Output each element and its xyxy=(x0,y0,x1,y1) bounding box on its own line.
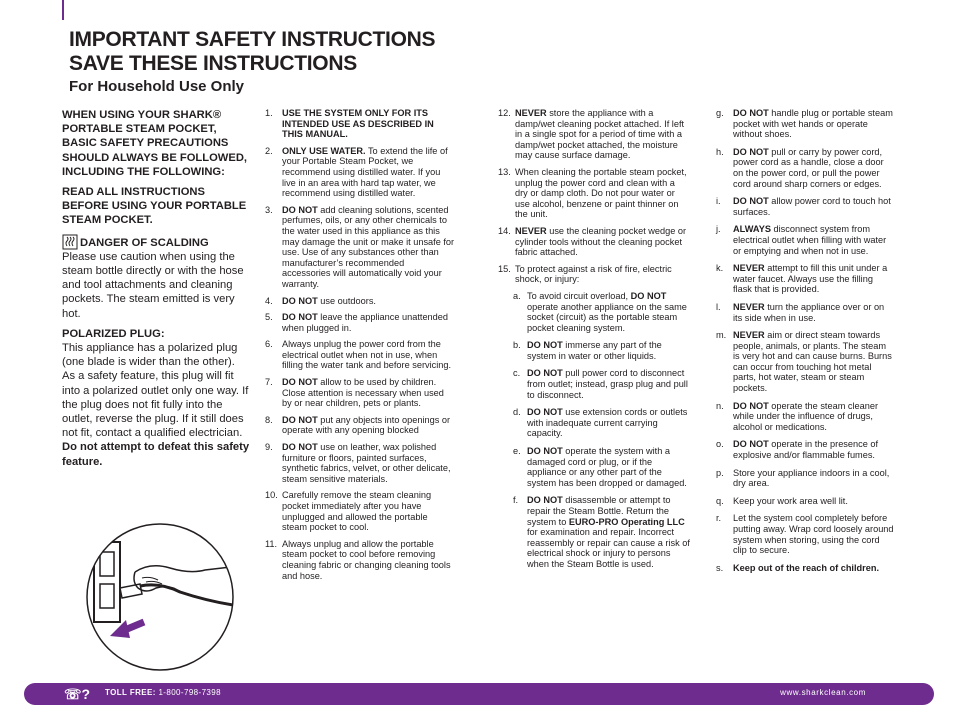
item-body: attempt to fill this unit under a water faucet. Always use the filling flask that is provided. xyxy=(733,263,888,295)
instructions-column-1 xyxy=(265,108,455,587)
item-number: 8. xyxy=(265,414,273,425)
toll-free-label: TOLL FREE: xyxy=(105,688,156,697)
item-body: add cleaning solutions, scented perfumes, oils, or any other chemicals to the water used in this appliance as this may damage the unit or make it unsafe for use. Use of any substances other than manufacturer’s recommended accessories will automatically void your warranty. xyxy=(282,204,455,289)
sub-instruction-item xyxy=(716,147,894,189)
item-emphasis: NEVER xyxy=(733,263,765,274)
item-body: To protect against a risk of fire, electric shock, or injury: xyxy=(515,263,672,285)
footer-bar xyxy=(24,683,934,705)
danger-heading: DANGER OF SCALDING xyxy=(80,236,209,249)
title-line-1: IMPORTANT SAFETY INSTRUCTIONS xyxy=(69,28,436,51)
item-text xyxy=(733,496,894,507)
instruction-item xyxy=(265,205,455,290)
item-body: put any objects into openings or operate with any opening blocked xyxy=(282,414,451,436)
item-emphasis: NEVER xyxy=(733,330,765,341)
unplug-illustration xyxy=(80,522,240,672)
sub-instruction-item xyxy=(716,196,894,217)
item-text xyxy=(733,513,894,555)
item-body: for examination and repair. Incorrect reassembly or repair can cause a risk of electrical shock or injury to persons when the Steam Bottle is used. xyxy=(527,527,690,569)
instructions-column-2 xyxy=(498,108,690,577)
item-body: use on leather, wax polished furniture or floors, painted surfaces, synthetic fabrics, velvet, or other delicate, steam sensitive materials. xyxy=(282,442,451,484)
item-emphasis: DO NOT xyxy=(527,495,563,506)
item-number: 7. xyxy=(265,377,273,388)
item-emphasis: DO NOT xyxy=(282,442,318,453)
item-emphasis: DO NOT xyxy=(527,340,563,351)
item-text xyxy=(527,495,690,569)
item-text xyxy=(282,539,455,581)
item-text xyxy=(282,442,455,484)
item-body: Always unplug the power cord from the electrical outlet when not in use, when filling the water tank and before servicing. xyxy=(282,339,452,371)
polarized-heading: POLARIZED PLUG: xyxy=(62,327,165,340)
item-number: e. xyxy=(513,446,521,457)
instruction-item xyxy=(265,490,455,532)
item-text xyxy=(733,196,894,217)
item-number: k. xyxy=(716,263,724,274)
item-text xyxy=(282,205,455,290)
item-body: allow power cord to touch hot surfaces. xyxy=(733,196,891,217)
hot-steam-warning-icon xyxy=(62,234,78,250)
item-body: Let the system cool completely before putting away. Wrap cord loosely around system when storing, using the cord clip to secure. xyxy=(733,513,894,556)
item-number: o. xyxy=(716,439,724,450)
phone-question-icon: ☏? xyxy=(64,686,91,702)
item-emphasis: DO NOT xyxy=(733,146,769,157)
item-number: l. xyxy=(716,301,721,312)
item-text xyxy=(282,377,455,409)
item-emphasis: NEVER xyxy=(733,301,765,312)
item-body: allow to be used by children. Close attention is necessary when used by or near children, pets or plants. xyxy=(282,377,444,409)
sub-instruction-item xyxy=(716,496,894,507)
sub-instruction-item xyxy=(513,291,690,333)
sub-instruction-item xyxy=(716,330,894,394)
instruction-item xyxy=(498,108,690,161)
sub-instruction-item xyxy=(513,495,690,569)
item-text xyxy=(282,146,455,199)
item-body: operate another appliance on the same socket (circuit) as the portable steam pocket cleaning system. xyxy=(527,301,687,333)
sub-instruction-item xyxy=(716,302,894,323)
item-body: handle plug or portable steam pocket with wet hands or operate without shoes. xyxy=(733,108,893,140)
toll-free-number: 1-800-798-7398 xyxy=(155,688,221,697)
item-text xyxy=(282,108,455,140)
item-text xyxy=(527,291,690,333)
item-body: turn the appliance over or on its side when in use. xyxy=(733,301,885,323)
item-text xyxy=(733,468,894,489)
item-text xyxy=(515,167,690,220)
item-number: 4. xyxy=(265,295,273,306)
header-rule xyxy=(62,0,64,20)
instruction-item xyxy=(265,296,455,307)
item-number: 9. xyxy=(265,442,273,453)
item-emphasis: EURO-PRO Operating LLC xyxy=(568,516,685,527)
item-body: operate in the presence of explosive and/or flammable fumes. xyxy=(733,439,879,461)
item-emphasis: Keep out of the reach of children. xyxy=(733,562,879,573)
item-number: n. xyxy=(716,400,724,411)
sub-instruction-item xyxy=(716,468,894,489)
page-subtitle: For Household Use Only xyxy=(69,78,245,95)
item-body: store the appliance with a damp/wet cleaning pocket attached. If left in a single spot for a period of time with a damp/wet pocket attached, the moisture may cause surface damage. xyxy=(515,108,685,161)
danger-text: Please use caution when using the steam bottle directly or with the hose and tool attachments and cleaning pockets. The steam emitted is very hot. xyxy=(62,250,244,320)
item-emphasis: DO NOT xyxy=(282,204,318,215)
instructions-column-3 xyxy=(716,108,894,580)
website-link[interactable]: www.sharkclean.com xyxy=(780,688,866,697)
item-emphasis: NEVER xyxy=(515,225,547,236)
item-text xyxy=(527,368,690,400)
sub-instruction-item xyxy=(716,263,894,295)
sub-instruction-item xyxy=(513,340,690,361)
sub-instruction-item xyxy=(513,407,690,439)
item-emphasis: DO NOT xyxy=(282,295,318,306)
toll-free xyxy=(105,688,221,697)
item-text xyxy=(527,340,690,361)
sub-instruction-item xyxy=(716,513,894,555)
instruction-item xyxy=(265,312,455,333)
item-lead-text: To avoid circuit overload, xyxy=(527,290,631,301)
item-number: 15. xyxy=(498,263,511,274)
item-text xyxy=(733,439,894,460)
item-text xyxy=(733,147,894,189)
item-number: 2. xyxy=(265,145,273,156)
item-number: 13. xyxy=(498,166,511,177)
sub-instruction-item xyxy=(716,563,894,574)
item-emphasis: NEVER xyxy=(515,108,547,118)
item-emphasis: DO NOT xyxy=(282,377,318,388)
item-text xyxy=(527,446,690,488)
sub-instruction-item xyxy=(513,446,690,488)
page-title xyxy=(69,28,435,76)
item-number: m. xyxy=(716,330,727,341)
instruction-item xyxy=(265,442,455,484)
item-number: i. xyxy=(716,196,721,207)
item-body: disassemble or attempt to repair the Steam Bottle. Return the system to xyxy=(527,495,671,527)
intro-column xyxy=(62,108,250,475)
item-text xyxy=(527,407,690,439)
item-body: use extension cords or outlets with inadequate current carrying capacity. xyxy=(527,407,688,439)
item-body: immerse any part of the system in water or other liquids. xyxy=(527,340,662,361)
item-text xyxy=(733,401,894,433)
item-emphasis: DO NOT xyxy=(282,312,318,323)
item-text xyxy=(515,264,690,285)
instruction-item xyxy=(265,146,455,199)
item-text xyxy=(282,415,455,436)
item-number: j. xyxy=(716,224,721,235)
title-line-2: SAVE THESE INSTRUCTIONS xyxy=(69,52,357,75)
sub-instruction-item xyxy=(513,368,690,400)
item-number: r. xyxy=(716,513,722,524)
item-text xyxy=(733,563,894,574)
instruction-item xyxy=(498,264,690,285)
item-number: 1. xyxy=(265,108,273,118)
read-all-notice: READ ALL INSTRUCTIONS BEFORE USING YOUR PORTABLE STEAM POCKET. xyxy=(62,186,247,227)
item-emphasis: DO NOT xyxy=(733,196,769,207)
item-number: h. xyxy=(716,146,724,157)
sub-instruction-item xyxy=(716,401,894,433)
polarized-section xyxy=(62,327,250,469)
item-body: operate the steam cleaner while under the influence of drugs, alcohol or medications. xyxy=(733,400,879,432)
item-body: aim or direct steam towards people, animals, or plants. The steam is very hot and can cause burns. Burns can occur from touching hot metal parts, hot water, steam or steam pockets. xyxy=(733,330,892,394)
item-number: a. xyxy=(513,290,521,301)
item-number: 11. xyxy=(265,538,278,549)
instruction-item xyxy=(265,339,455,371)
item-body: When cleaning the portable steam pocket, unplug the power cord and clean with a dry or damp cloth. Do not pour water or use alcohol, benzene or paint thinner on the unit. xyxy=(515,166,687,220)
item-text xyxy=(515,108,690,161)
item-number: 3. xyxy=(265,204,273,215)
item-text xyxy=(282,490,455,532)
item-number: d. xyxy=(513,407,521,418)
item-text xyxy=(733,330,894,394)
item-emphasis: DO NOT xyxy=(733,439,769,450)
instruction-item xyxy=(498,226,690,258)
sub-instruction-item xyxy=(716,439,894,460)
sub-instruction-item xyxy=(716,108,894,140)
item-emphasis: DO NOT xyxy=(733,400,769,411)
item-emphasis: DO NOT xyxy=(527,368,563,379)
danger-section xyxy=(62,234,250,321)
item-body: Carefully remove the steam cleaning pocket immediately after you have unplugged and allowed the portable steam pocket to cool. xyxy=(282,490,432,533)
sub-instruction-item xyxy=(716,224,894,256)
item-body: operate the system with a damaged cord or plug, or if the appliance or any other part of the system has been dropped or damaged. xyxy=(527,446,687,488)
instruction-item xyxy=(498,167,690,220)
item-text xyxy=(282,296,455,307)
item-body: pull or carry by power cord, power cord as a handle, close a door on the power cord, or pull the power cord around sharp corners or edges. xyxy=(733,146,884,189)
item-emphasis: DO NOT xyxy=(527,407,563,418)
item-number: c. xyxy=(513,368,521,379)
item-emphasis: USE THE SYSTEM ONLY FOR ITS INTENDED USE AS DESCRIBED IN THIS MANUAL. xyxy=(282,108,434,140)
item-number: 10. xyxy=(265,490,278,501)
polarized-bold: Do not attempt to defeat this safety feature. xyxy=(62,441,250,468)
item-body: use the cleaning pocket wedge or cylinder tools without the cleaning pocket fabric attached. xyxy=(515,225,687,258)
item-emphasis: ALWAYS xyxy=(733,224,771,235)
item-text xyxy=(282,339,455,371)
item-emphasis: ONLY USE WATER. xyxy=(282,145,366,156)
instruction-item xyxy=(265,415,455,436)
item-number: b. xyxy=(513,340,521,351)
item-body: leave the appliance unattended when plugged in. xyxy=(282,312,448,333)
item-text xyxy=(733,224,894,256)
item-body: use outdoors. xyxy=(317,295,376,306)
item-number: 12. xyxy=(498,108,511,118)
intro-heading: WHEN USING YOUR SHARK® PORTABLE STEAM POCKET, BASIC SAFETY PRECAUTIONS SHOULD ALWAYS BE FOLLOWED, INCLUDING THE FOLLOWING: xyxy=(62,109,248,178)
item-number: p. xyxy=(716,467,724,478)
item-text xyxy=(733,302,894,323)
item-body: Always unplug and allow the portable steam pocket to cool before removing cleaning fabric or changing cleaning tools and hose. xyxy=(282,538,451,581)
item-emphasis: DO NOT xyxy=(630,290,667,301)
item-number: 6. xyxy=(265,339,273,350)
item-emphasis: DO NOT xyxy=(282,414,318,425)
item-body: Store your appliance indoors in a cool, dry area. xyxy=(733,467,890,489)
item-body: To extend the life of your Portable Steam Pocket, we recommend using distilled water. If you live in an area with hard tap water, we recommend using distilled water. xyxy=(282,145,448,199)
item-number: 5. xyxy=(265,312,273,323)
item-number: f. xyxy=(513,495,519,506)
item-number: g. xyxy=(716,108,724,118)
item-body: disconnect system from electrical outlet when filling with water or emptying and when not in use. xyxy=(733,224,887,256)
item-text xyxy=(733,108,894,140)
item-number: q. xyxy=(716,495,724,506)
item-text xyxy=(515,226,690,258)
item-text xyxy=(282,312,455,333)
item-emphasis: DO NOT xyxy=(527,446,563,457)
instruction-item xyxy=(265,539,455,581)
item-body: Keep your work area well lit. xyxy=(733,495,848,506)
polarized-text: This appliance has a polarized plug (one blade is wider than the other). As a safety feature, this plug will fit into a polarized outlet only one way. If the plug does not fit fully into the outlet, reverse the plug. If it still does not fit, contact a qualified electrician. xyxy=(62,342,249,440)
instruction-item xyxy=(265,108,455,140)
item-number: s. xyxy=(716,562,724,573)
item-number: 14. xyxy=(498,225,511,236)
item-emphasis: DO NOT xyxy=(733,108,769,118)
item-body: pull power cord to disconnect from outlet; instead, grasp plug and pull to disconnect. xyxy=(527,368,688,400)
instruction-item xyxy=(265,377,455,409)
item-text xyxy=(733,263,894,295)
